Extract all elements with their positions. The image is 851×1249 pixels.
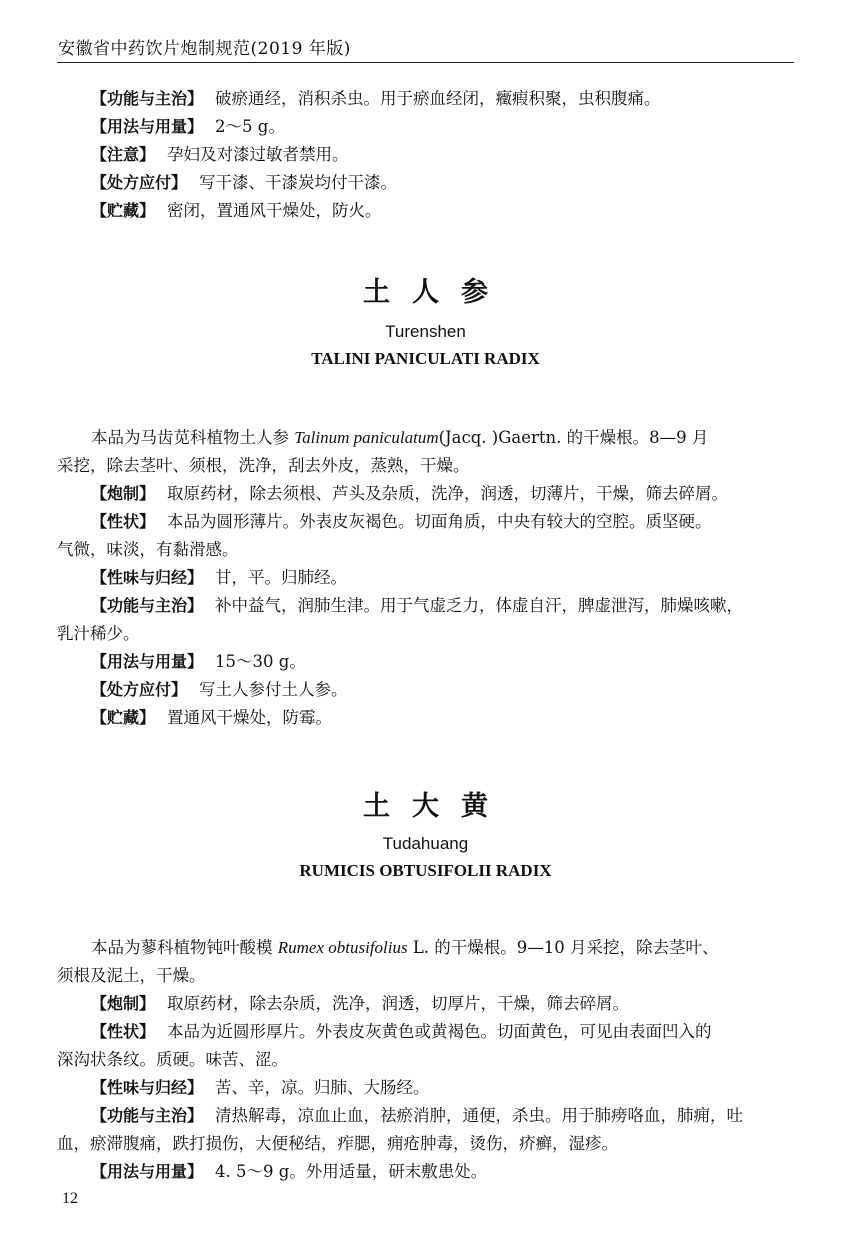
entry1-xingzhuang-line	[57, 508, 794, 536]
section-label: 【性味与归经】	[91, 1078, 204, 1097]
entry1-chufang-line	[57, 676, 794, 704]
prev-entry-section	[57, 85, 794, 225]
section-label: 【性味与归经】	[91, 568, 204, 587]
entry2-yongfa-line	[57, 1158, 794, 1186]
entry1-pinyin: Turenshen	[385, 322, 466, 341]
section-label: 【炮制】	[91, 484, 156, 503]
entry1-xingzhuang-cont: 气微，味淡，有黏滑感。	[57, 540, 239, 559]
section-text: 4. 5～9 g。外用适量，研末敷患处。	[215, 1162, 488, 1181]
section-text: 取原药材，除去须根、芦头及杂质，洗净，润透，切薄片，干燥，筛去碎屑。	[167, 484, 729, 503]
entry1-gongneng-line	[57, 592, 794, 620]
section-text: 写土人参付土人参。	[199, 680, 348, 699]
entry2-xingzhuang-line	[57, 1018, 794, 1046]
prev-yongfa-line	[57, 113, 794, 141]
entry2-title: 土大黄	[363, 791, 510, 822]
entry2-latin-name: RUMICIS OBTUSIFOLII RADIX	[299, 861, 552, 880]
page-number: 12	[62, 1190, 78, 1207]
section-text: 置通风干燥处，防霉。	[167, 708, 333, 727]
entry1-xingwei-line	[57, 564, 794, 592]
section-text: 苦、辛，凉。归肺、大肠经。	[215, 1078, 430, 1097]
section-label: 【炮制】	[91, 994, 156, 1013]
entry2-body	[57, 934, 794, 1186]
section-label: 【功能与主治】	[91, 89, 204, 108]
section-label: 【贮藏】	[91, 708, 156, 727]
entry1-yongfa-line	[57, 648, 794, 676]
section-label: 【注意】	[91, 145, 156, 164]
entry2-gongneng-cont: 血，瘀滞腹痛，跌打损伤，大便秘结，痄腮，痈疮肿毒，烫伤，疥癣，湿疹。	[57, 1134, 618, 1153]
entry1-paozhi-line	[57, 480, 794, 508]
section-label: 【性状】	[91, 512, 156, 531]
intro-text: 本品为蓼科植物钝叶酸模	[91, 938, 273, 957]
entry2-gongneng-line	[57, 1102, 794, 1130]
species-name: Talinum paniculatum	[294, 428, 439, 447]
entry2-paozhi-line	[57, 990, 794, 1018]
section-label: 【功能与主治】	[91, 596, 204, 615]
section-text: 取原药材，除去杂质，洗净，润透，切厚片，干燥，筛去碎屑。	[167, 994, 630, 1013]
section-label: 【用法与用量】	[91, 652, 204, 671]
entry1-latin-name: TALINI PANICULATI RADIX	[311, 349, 540, 368]
section-text: 清热解毒，凉血止血，祛瘀消肿，通便，杀虫。用于肺痨咯血，肺痈，吐	[215, 1106, 744, 1125]
entry1-gongneng-cont: 乳汁稀少。	[57, 624, 140, 643]
section-text: 15～30 g。	[215, 652, 306, 671]
entry1-zhucang-line	[57, 704, 794, 732]
section-text: 2～5 g。	[215, 117, 285, 136]
header-rule	[57, 62, 794, 63]
section-text: 破瘀通经，消积杀虫。用于瘀血经闭，癥瘕积聚，虫积腹痛。	[215, 89, 661, 108]
section-text: 本品为近圆形厚片。外表皮灰黄色或黄褐色。切面黄色，可见由表面凹入的	[167, 1022, 712, 1041]
entry2-xingzhuang-cont: 深沟状条纹。质硬。味苦、涩。	[57, 1050, 288, 1069]
section-label: 【性状】	[91, 1022, 156, 1041]
entry2-pinyin: Tudahuang	[382, 834, 469, 853]
section-text: 写干漆、干漆炭均付干漆。	[199, 173, 398, 192]
intro-text: (Jacq. )Gaertn. 的干燥根。8—9 月	[438, 428, 709, 447]
section-label: 【功能与主治】	[91, 1106, 204, 1125]
section-text: 补中益气，润肺生津。用于气虚乏力，体虚自汗，脾虚泄泻，肺燥咳嗽，	[215, 596, 744, 615]
prev-zhucang-line	[57, 197, 794, 225]
entry1-body	[57, 424, 794, 732]
section-text: 本品为圆形薄片。外表皮灰褐色。切面角质，中央有较大的空腔。质坚硬。	[167, 512, 712, 531]
section-label: 【处方应付】	[91, 680, 188, 699]
intro-text: 本品为马齿苋科植物土人参	[91, 428, 289, 447]
section-text: 密闭，置通风干燥处，防火。	[167, 201, 382, 220]
section-label: 【贮藏】	[91, 201, 156, 220]
entry1-intro-line	[57, 424, 794, 452]
section-label: 【用法与用量】	[91, 1162, 204, 1181]
section-label: 【用法与用量】	[91, 117, 204, 136]
entry1-intro-cont: 采挖，除去茎叶、须根，洗净，刮去外皮，蒸熟，干燥。	[57, 456, 470, 475]
section-text: 孕妇及对漆过敏者禁用。	[167, 145, 349, 164]
species-name: Rumex obtusifolius	[277, 938, 408, 957]
prev-chufang-line	[57, 169, 794, 197]
section-label: 【处方应付】	[91, 173, 188, 192]
intro-text: L. 的干燥根。9—10 月采挖，除去茎叶、	[412, 938, 719, 957]
running-head: 安徽省中药饮片炮制规范(2019 年版)	[58, 39, 351, 59]
entry2-xingwei-line	[57, 1074, 794, 1102]
entry1-title: 土人参	[363, 277, 510, 308]
prev-zhuyi-line	[57, 141, 794, 169]
entry2-intro-line	[57, 934, 794, 962]
prev-gongneng-line	[57, 85, 794, 113]
entry2-intro-cont: 须根及泥土，干燥。	[57, 966, 206, 985]
section-text: 甘，平。归肺经。	[215, 568, 348, 587]
